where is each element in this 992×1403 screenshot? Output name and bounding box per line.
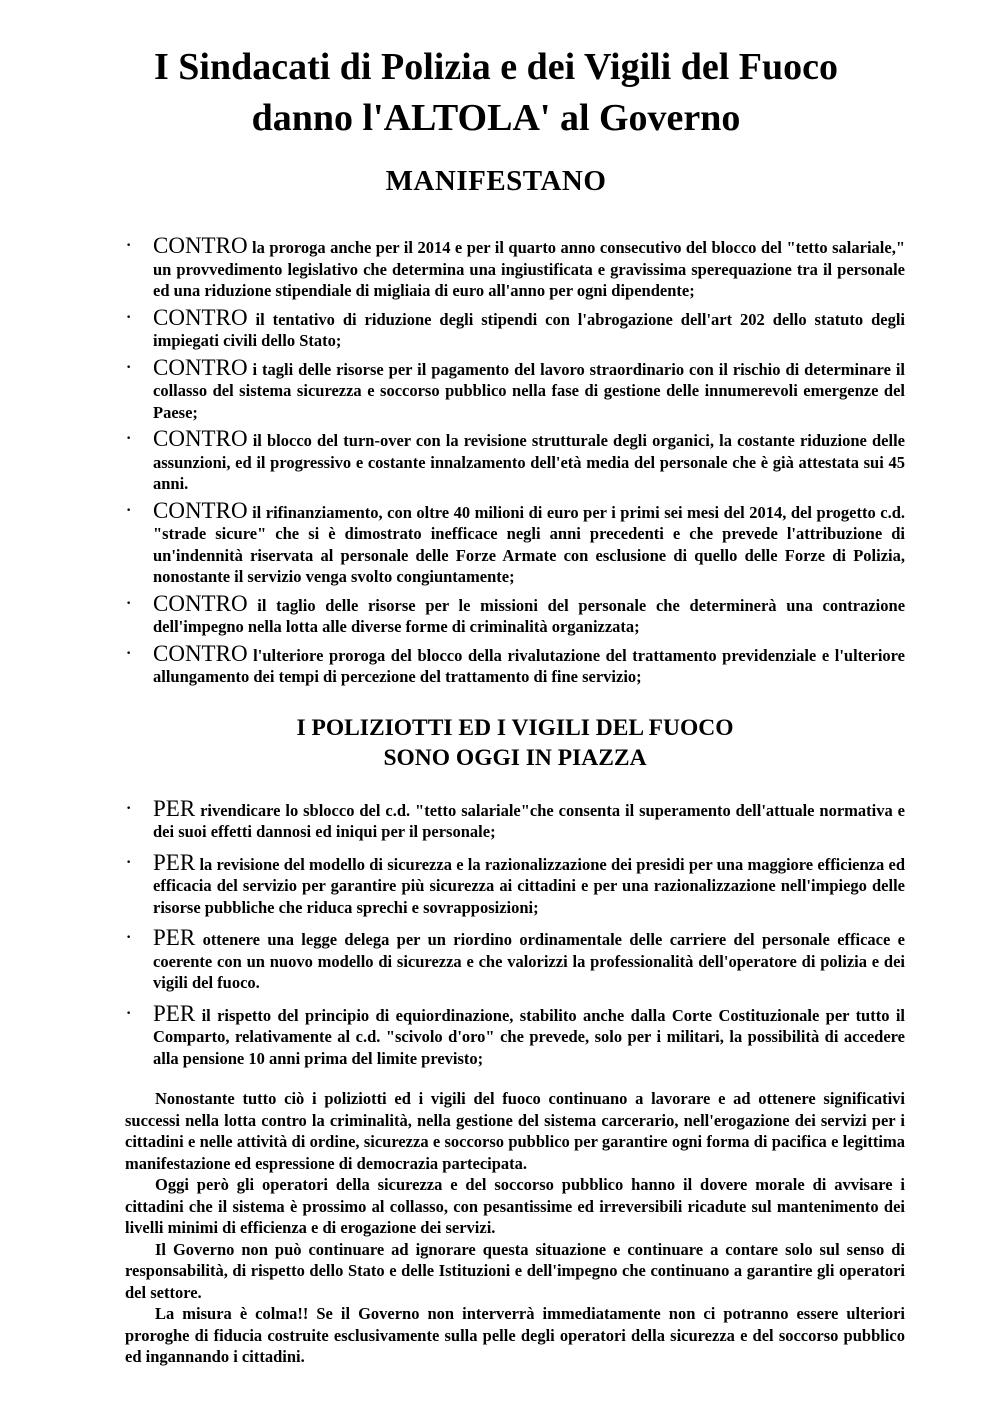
contro-lead: CONTRO — [153, 590, 248, 616]
per-item — [125, 795, 905, 843]
contro-text: il tentativo di riduzione degli stipendi con l'abrogazione dell'art 202 dello statuto degli impiegati civili dello Stato; — [153, 309, 905, 350]
closing-paragraph: Il Governo non può continuare ad ignorare questa situazione e continuare a contare solo sul senso di responsabilità, di rispetto dello Stato e delle Istituzioni e dell'impegno che continuano a garantire gli operatori del settore. — [125, 1239, 905, 1302]
contro-lead: CONTRO — [153, 233, 248, 258]
closing-paragraph: Nonostante tutto ciò i poliziotti ed i vigili del fuoco continuano a lavorare e ad ottenere significativi successi nella lotta contro la criminalità, nella gestione del sistema carcerario, nell'erogazione dei servizi per i cittadini e nelle attività di ordine, sicurezza e soccorso pubblico per garantire ogni forma di pacifica e legittima manifestazione ed espressione di democrazia partecipata. — [125, 1089, 905, 1173]
per-text: il rispetto del principio di equiordinazione, stabilito anche dalla Corte Costituzionale per tutto il Comparto, relativamente al c.d. "scivolo d'oro" che prevede, solo per i militari, la possibilità di accedere alla pensione 10 anni prima del limite previsto; — [153, 1005, 906, 1068]
contro-lead: CONTRO — [153, 640, 248, 666]
per-item — [125, 1000, 906, 1070]
bullet-marker-icon — [126, 428, 131, 450]
closing-paragraphs — [125, 1088, 905, 1368]
manifesto-heading: MANIFESTANO — [385, 165, 607, 197]
per-text: rivendicare lo sblocco del c.d. "tetto salariale"che consenta il superamento dell'attuale normativa e dei suoi effetti dannosi ed iniqui per il personale; — [153, 800, 905, 841]
per-item — [125, 927, 905, 994]
contro-text: l'ulteriore proroga del blocco della rivalutazione del trattamento previdenziale e l'ulteriore allungamento dei tempi di percezione del trattamento di fine servizio; — [153, 645, 906, 686]
bullet-marker-icon — [126, 593, 131, 615]
per-text: ottenere una legge delega per un riordino ordinamentale delle carriere del personale efficace e coerente con un nuovo modello di sicurezza e che valorizzi la professionalità dell'operatore di polizia e dei vigili del fuoco. — [153, 930, 906, 992]
document-body — [0, 235, 992, 1368]
contro-item — [125, 590, 906, 638]
contro-lead: CONTRO — [153, 304, 248, 330]
piazza-heading-line-2: SONO OGGI IN PIAZZA — [383, 744, 647, 771]
contro-item — [125, 354, 906, 424]
per-list — [125, 795, 906, 1070]
contro-text: la proroga anche per il 2014 e per il quarto anno consecutivo del blocco del "tetto salariale," un provvedimento legislativo che determina una ingiustificata e gravissima sperequazione tra il personale ed una riduzione stipendiale di migliaia di euro all'anno per ogni dipendente; — [153, 238, 905, 300]
bullet-marker-icon — [126, 307, 131, 329]
per-lead: PER — [153, 795, 196, 821]
contro-item — [125, 428, 905, 495]
bullet-marker-icon — [126, 798, 131, 820]
bullet-marker-icon — [126, 357, 131, 379]
document-title — [0, 42, 992, 198]
bullet-marker-icon — [126, 1003, 131, 1025]
contro-text: il rifinanziamento, con oltre 40 milioni di euro per i primi sei mesi del 2014, del progetto c.d. "strade sicure" che si è dimostrato inefficace negli anni precedenti e che prevede l'attribuzione di un'indennità riservata al personale delle Forze Armate con esclusione di quello delle Forze di Polizia, nonostante il servizio venga svolto congiuntamente; — [153, 502, 905, 586]
contro-lead: CONTRO — [153, 497, 248, 523]
contro-lead: CONTRO — [153, 426, 248, 451]
title-line-1: I Sindacati di Polizia e dei Vigili del Fuoco — [153, 46, 839, 88]
contro-item — [125, 640, 906, 688]
piazza-section-heading — [125, 713, 905, 773]
bullet-marker-icon — [126, 927, 131, 949]
per-text: la revisione del modello di sicurezza e la razionalizzazione dei presidi per una maggiore efficienza ed efficacia del servizio per garantire più sicurezza ai cittadini e per una razionalizzazione nell'impiego delle risorse pubbliche che riduca sprechi e sovrapposizioni; — [153, 854, 905, 917]
contro-text: i tagli delle risorse per il pagamento del lavoro straordinario con il rischio di determinare il collasso del sistema sicurezza e soccorso pubblico nella fase di gestione delle innumerevoli emergenze del Paese; — [153, 359, 906, 422]
piazza-heading-line-1: I POLIZIOTTI ED I VIGILI DEL FUOCO — [296, 714, 734, 741]
contro-item — [125, 235, 905, 302]
contro-lead: CONTRO — [153, 354, 248, 380]
per-lead: PER — [153, 849, 196, 875]
closing-paragraph: Oggi però gli operatori della sicurezza e del soccorso pubblico hanno il dovere morale di avvisare i cittadini che il sistema è prossimo al collasso, con pesantissime ed irreversibili ricadute sul mantenimento dei livelli minimi di efficienza e di erogazione dei servizi. — [125, 1175, 905, 1237]
per-lead: PER — [153, 925, 196, 950]
contro-list — [125, 235, 905, 688]
bullet-marker-icon — [126, 852, 131, 874]
contro-item — [125, 497, 905, 588]
contro-text: il taglio delle risorse per le missioni del personale che determinerà una contrazione dell'impegno nella lotta alle diverse forme di criminalità organizzata; — [153, 595, 906, 636]
contro-text: il blocco del turn-over con la revisione strutturale degli organici, la costante riduzione delle assunzioni, ed il progressivo e costante innalzamento dell'età media del personale che è già attestata sui 45 anni. — [153, 431, 905, 493]
bullet-marker-icon — [126, 643, 131, 665]
bullet-marker-icon — [126, 235, 131, 257]
title-line-2: danno l'ALTOLA' al Governo — [251, 97, 741, 139]
contro-item — [125, 304, 905, 352]
bullet-marker-icon — [126, 500, 131, 522]
closing-paragraph: La misura è colma!! Se il Governo non interverrà immediatamente non ci potranno essere ulteriori proroghe di fiducia costruite esclusivamente sulla pelle degli operatori della sicurezza e del soccorso pubblico ed ingannando i cittadini. — [125, 1304, 905, 1366]
per-lead: PER — [153, 1000, 196, 1026]
per-item — [125, 849, 905, 919]
